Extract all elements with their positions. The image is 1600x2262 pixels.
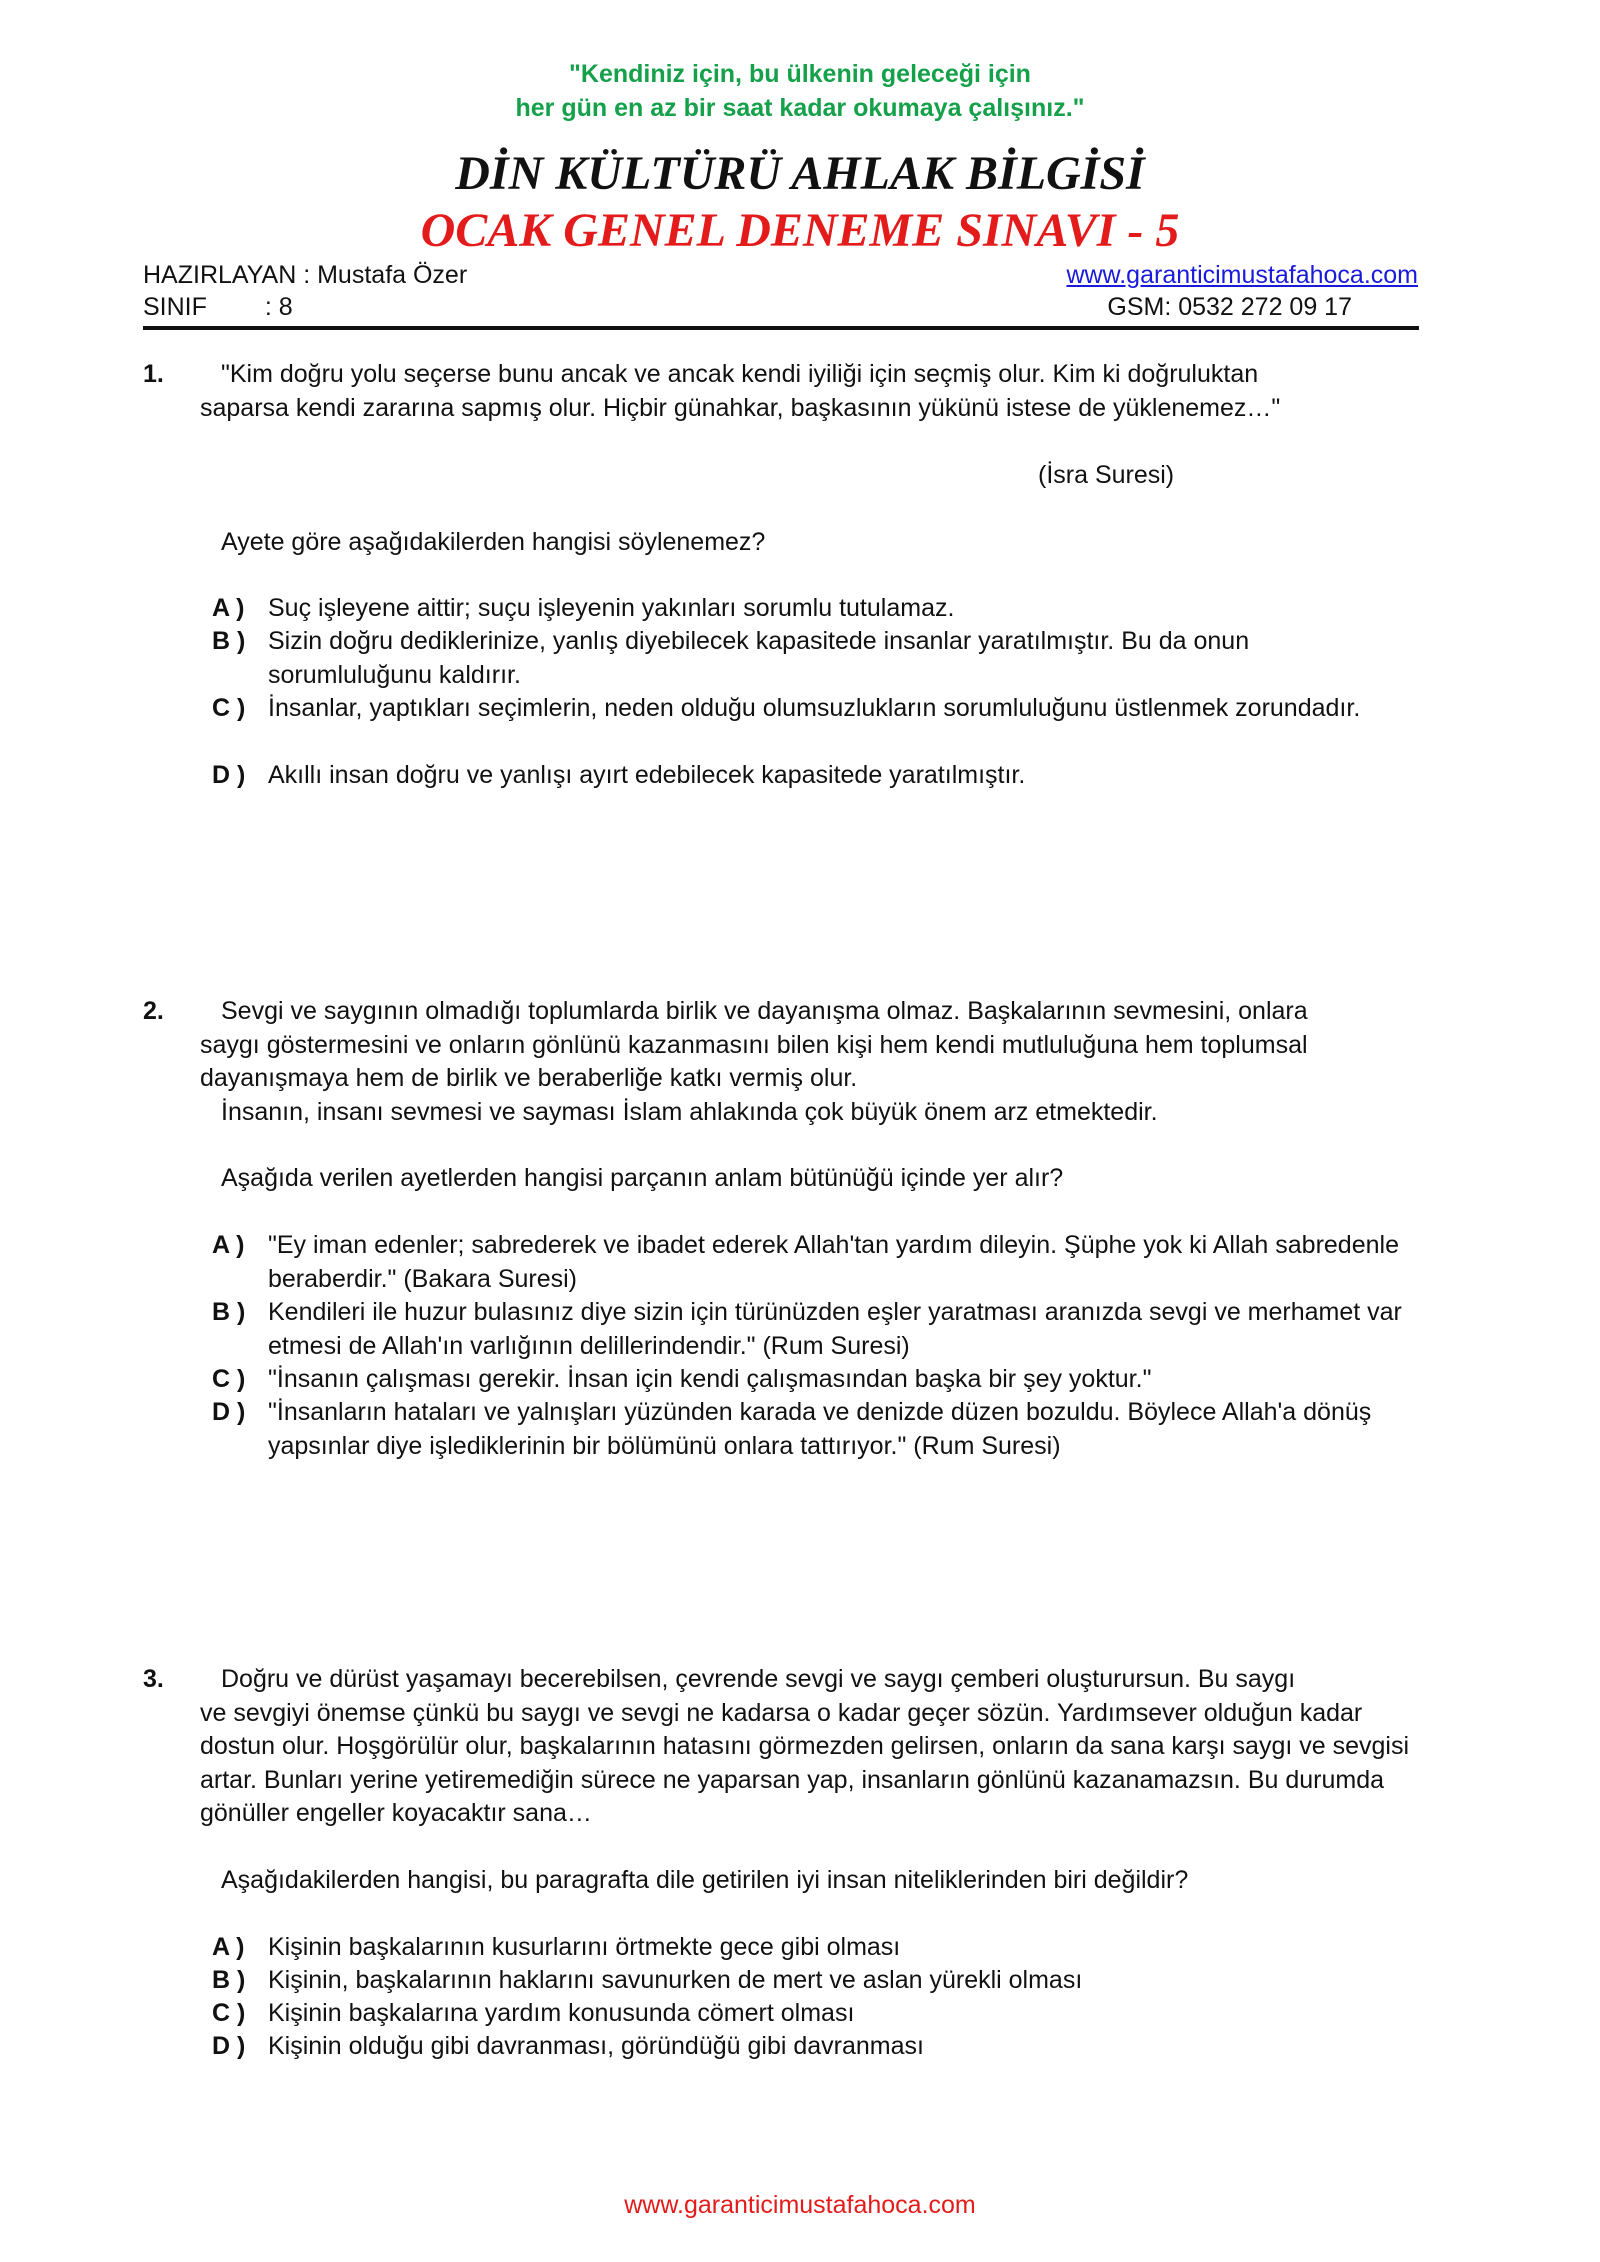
question-stem (200, 995, 1430, 1129)
option-d[interactable] (212, 759, 1412, 793)
option-a[interactable] (212, 1931, 1412, 1965)
option-c[interactable] (212, 692, 1412, 726)
phone-number: GSM: 0532 272 09 17 (1107, 293, 1352, 321)
motto-line-2: her gün en az bir saat kadar okumaya çalışınız." (515, 94, 1085, 122)
prepared-by: HAZIRLAYAN : Mustafa Özer (143, 261, 468, 289)
option-text: Kişinin başkalarına yardım konusunda cömert olması (268, 1999, 855, 2027)
option-label: B ) (212, 1966, 246, 1994)
option-text: Kişinin başkalarının kusurlarını örtmekte gece gibi olması (268, 1933, 901, 1961)
option-label: A ) (212, 1231, 245, 1259)
footer-website-link[interactable]: www.garanticimustafahoca.com (624, 2191, 976, 2219)
option-label: A ) (212, 1933, 245, 1961)
question-number: 3. (143, 1665, 164, 1693)
option-label: C ) (212, 1365, 246, 1393)
stem-rest: saparsa kendi zararına sapmış olur. Hiçbir günahkar, başkasının yükünü istese de yüklenemez…" (200, 393, 1281, 422)
option-label: B ) (212, 627, 246, 655)
option-text: Kendileri ile huzur bulasınız diye sizin için türünüzden eşler yaratması aranızda sevgi ve merhamet var etmesi de Allah'ın varlığının delillerindendir." (Rum Suresi) (268, 1298, 1402, 1360)
stem-first-line: Sevgi ve saygının olmadığı toplumlarda birlik ve dayanışma olmaz. Başkalarının sevmesini, onlara (221, 997, 1308, 1025)
option-d[interactable] (212, 2030, 1412, 2064)
option-text: Kişinin, başkalarının haklarını savunurken de mert ve aslan yürekli olması (268, 1966, 1083, 1994)
stem-first-line: "Kim doğru yolu seçerse bunu ancak ve ancak kendi iyiliği için seçmiş olur. Kim ki doğruluktan (221, 360, 1259, 388)
question-prompt: Ayete göre aşağıdakilerden hangisi söylenemez? (221, 528, 766, 556)
option-d[interactable] (212, 1396, 1412, 1463)
option-text: Suç işleyene aittir; suçu işleyenin yakınları sorumlu tutulamaz. (268, 594, 955, 622)
option-text: "Ey iman edenler; sabrederek ve ibadet ederek Allah'tan yardım dileyin. Şüphe yok ki Allah sabredenle beraberdir." (Bakara Suresi) (268, 1231, 1399, 1293)
motto-line-1: "Kendiniz için, bu ülkenin geleceği için (569, 60, 1031, 88)
option-c[interactable] (212, 1363, 1412, 1397)
stem-rest: ve sevgiyi önemse çünkü bu saygı ve sevgi ne kadarsa o kadar geçer sözün. Yardımsever olduğun kadar dostun olur. Hoşgörülür olur, başkalarının hatasını görmezden gelirsen, onların da sana karşı saygı ve sevgisi artar. Bunları yerine yetiremediğin sürece ne yaparsan yap, insanların gönlünü kazanamazsın. Bu durumda gönüller engeller koyacaktır sana… (200, 1698, 1410, 1827)
header-website-link[interactable]: www.garanticimustafahoca.com (1066, 261, 1418, 289)
question-prompt: Aşağıda verilen ayetlerden hangisi parçanın anlam bütünüğü içinde yer alır? (221, 1164, 1064, 1192)
option-label: D ) (212, 1398, 246, 1426)
option-text: Akıllı insan doğru ve yanlışı ayırt edebilecek kapasitede yaratılmıştır. (268, 761, 1026, 789)
question-stem (200, 358, 1430, 425)
option-b[interactable] (212, 625, 1412, 692)
question-stem (200, 1663, 1430, 1831)
question-prompt: Aşağıdakilerden hangisi, bu paragrafta dile getirilen iyi insan niteliklerinden biri değildir? (221, 1866, 1189, 1894)
option-text: Sizin doğru dediklerinize, yanlış diyebilecek kapasitede insanlar yaratılmıştır. Bu da onun sorumluluğunu kaldırır. (268, 627, 1250, 689)
option-text: İnsanlar, yaptıkları seçimlerin, neden olduğu olumsuzlukların sorumluluğunu üstlenmek zorundadır. (268, 694, 1361, 722)
option-b[interactable] (212, 1964, 1412, 1998)
exam-title: DİN KÜLTÜRÜ AHLAK BİLGİSİ (455, 147, 1145, 200)
class-value: : 8 (264, 293, 293, 321)
option-a[interactable] (212, 1229, 1412, 1296)
option-text: "İnsanın çalışması gerekir. İnsan için kendi çalışmasından başka bir şey yoktur." (268, 1365, 1152, 1393)
question-number: 2. (143, 997, 164, 1025)
option-label: B ) (212, 1298, 246, 1326)
header-divider (143, 326, 1419, 330)
stem-first-line: Doğru ve dürüst yaşamayı becerebilsen, çevrende sevgi ve saygı çemberi oluşturursun. Bu saygı (221, 1665, 1296, 1693)
option-b[interactable] (212, 1296, 1412, 1363)
option-text: Kişinin olduğu gibi davranması, göründüğü gibi davranması (268, 2032, 924, 2060)
option-label: D ) (212, 761, 246, 789)
option-text: "İnsanların hataları ve yalnışları yüzünden karada ve denizde düzen bozuldu. Böylece Allah'a dönüş yapsınlar diye işlediklerinin bir bölümünü onlara tattırıyor." (Rum Suresi) (268, 1398, 1372, 1460)
stem-extra: İnsanın, insanı sevmesi ve sayması İslam ahlakında çok büyük önem arz etmektedir. (221, 1097, 1158, 1126)
exam-subtitle: OCAK GENEL DENEME SINAVI - 5 (420, 204, 1180, 257)
question-number: 1. (143, 360, 164, 388)
option-label: C ) (212, 694, 246, 722)
class-info (143, 292, 293, 322)
verse-source: (İsra Suresi) (1038, 461, 1175, 489)
stem-rest: saygı göstermesini ve onların gönlünü kazanmasını bilen kişi hem kendi mutluluğuna hem toplumsal dayanışmaya hem de birlik ve beraberliğe katkı vermiş olur. (200, 1030, 1308, 1092)
option-label: D ) (212, 2032, 246, 2060)
option-c[interactable] (212, 1997, 1412, 2031)
option-label: A ) (212, 594, 245, 622)
option-label: C ) (212, 1999, 246, 2027)
class-label: SINIF (143, 293, 207, 321)
option-a[interactable] (212, 592, 1412, 626)
